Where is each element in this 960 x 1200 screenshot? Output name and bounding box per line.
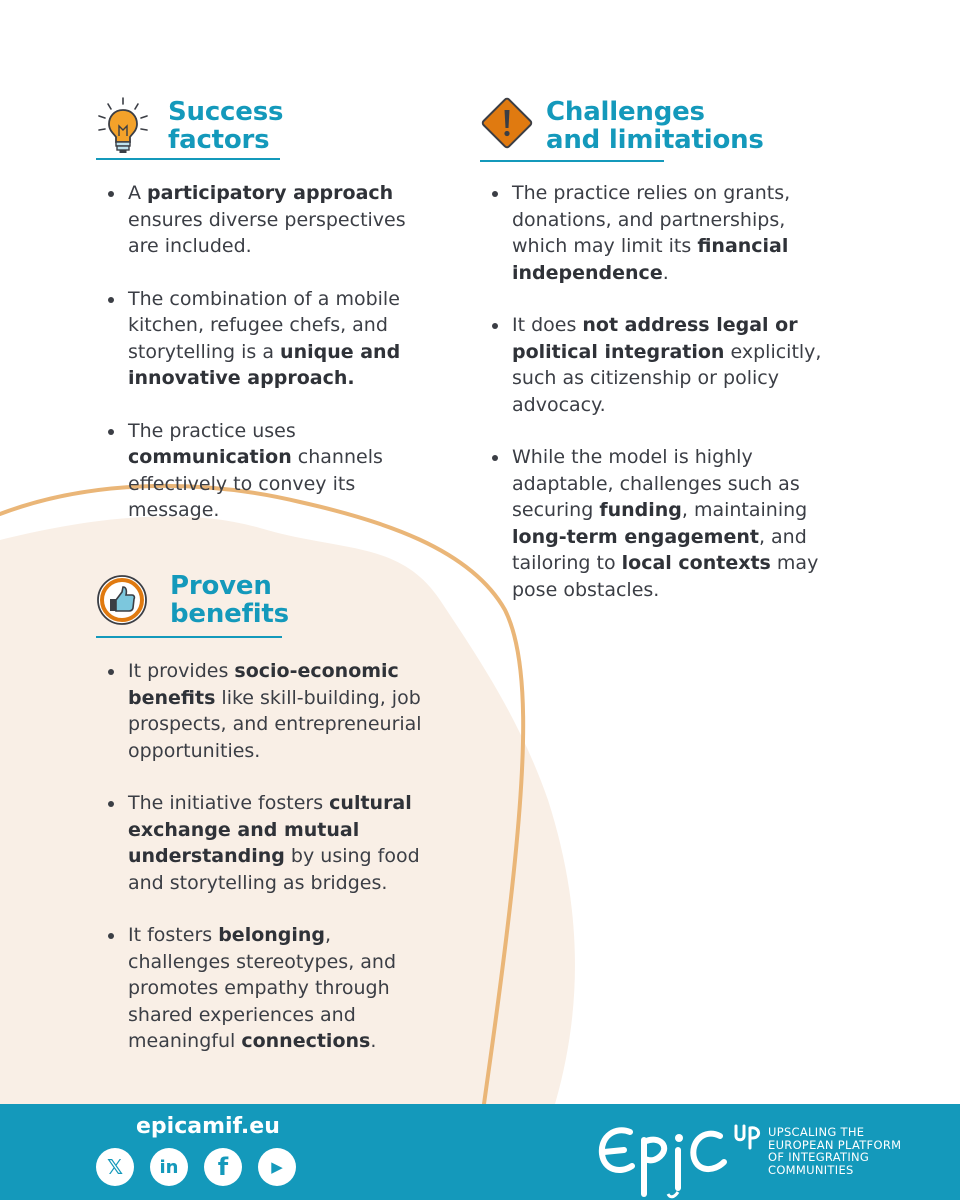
title-underline xyxy=(96,636,282,638)
text-run: The practice uses xyxy=(128,419,296,442)
text-run: , challenges stereotypes, and promotes empathy through shared experiences and meaningful xyxy=(128,924,397,1052)
lightbulb-icon xyxy=(96,96,150,156)
section-title: Proven benefits xyxy=(170,571,289,629)
text-run: channels effectively to convey its message. xyxy=(128,446,383,521)
text-run: The practice relies on grants, donations, and partnerships, which may limit its xyxy=(512,182,791,257)
text-run: The initiative fosters xyxy=(128,792,330,814)
text-run: The combination of a mobile kitchen, refugee chefs, and storytelling is a xyxy=(128,287,400,363)
title-underline xyxy=(96,158,280,160)
list-item xyxy=(96,180,426,260)
text-run: , maintaining xyxy=(681,499,808,521)
text-run: . xyxy=(370,1030,377,1052)
emphasis-text: financial independence xyxy=(512,235,789,284)
bullet-list xyxy=(96,658,431,1055)
emphasis-text: funding xyxy=(599,499,682,521)
title-underline xyxy=(480,160,664,162)
text-run: explicitly, such as citizenship or policy advocacy. xyxy=(512,340,822,416)
emphasis-text: socio-economic benefits xyxy=(128,660,399,709)
text-run: by using food and storytelling as bridges. xyxy=(128,845,420,894)
emphasis-text: not address legal or political integration xyxy=(512,314,798,363)
facebook-icon[interactable]: f xyxy=(204,1148,242,1186)
proven-benefits-section xyxy=(96,570,431,1081)
text-run: ensures diverse perspectives are included. xyxy=(128,208,406,257)
website-link[interactable]: epicamif.eu xyxy=(136,1114,280,1139)
list-item xyxy=(96,286,426,392)
text-run: While the model is highly adaptable, challenges such as securing xyxy=(512,446,800,521)
bullet-list xyxy=(96,180,426,524)
text-run: like skill-building, job prospects, and entrepreneurial opportunities. xyxy=(128,686,422,762)
warning-icon xyxy=(480,96,534,156)
youtube-icon[interactable]: ▶ xyxy=(258,1148,296,1186)
emphasis-text: belonging xyxy=(218,924,326,946)
text-run: It does xyxy=(512,314,583,336)
social-links xyxy=(96,1148,296,1186)
emphasis-text: connections xyxy=(241,1030,371,1052)
emphasis-text: cultural exchange and mutual understanding xyxy=(128,792,412,867)
list-item xyxy=(480,444,830,603)
section-header xyxy=(96,96,426,160)
section-title: Challenges and limitations xyxy=(546,97,764,155)
logo-tagline: UPSCALING THE EUROPEAN PLATFORM OF INTEGRATING COMMUNITIES xyxy=(768,1125,902,1177)
emphasis-text: participatory approach xyxy=(147,182,394,204)
text-run: . xyxy=(662,261,669,284)
footer xyxy=(0,1104,960,1200)
emphasis-text: unique and innovative approach. xyxy=(128,340,401,389)
bullet-list xyxy=(480,180,830,603)
list-item xyxy=(96,418,426,524)
text-run: It fosters xyxy=(128,924,219,946)
text-run: It provides xyxy=(128,660,235,682)
text-run: may pose obstacles. xyxy=(512,552,819,601)
epic-up-logo xyxy=(594,1114,764,1200)
emphasis-text: local contexts xyxy=(621,552,771,574)
list-item xyxy=(96,790,431,896)
challenges-section xyxy=(480,96,830,629)
text-run: , and tailoring to xyxy=(512,525,807,574)
section-title: Success factors xyxy=(168,97,284,155)
text-run: A xyxy=(128,182,148,204)
thumbs-up-icon xyxy=(96,570,150,630)
list-item xyxy=(480,180,830,286)
linkedin-icon[interactable]: in xyxy=(150,1148,188,1186)
list-item xyxy=(480,312,830,418)
section-header xyxy=(480,96,830,160)
emphasis-text: communication xyxy=(128,446,292,468)
list-item xyxy=(96,658,431,764)
emphasis-text: long-term engagement xyxy=(512,525,759,548)
success-factors-section xyxy=(96,96,426,550)
x-icon[interactable]: 𝕏 xyxy=(96,1148,134,1186)
section-header xyxy=(96,570,431,634)
list-item xyxy=(96,922,431,1055)
